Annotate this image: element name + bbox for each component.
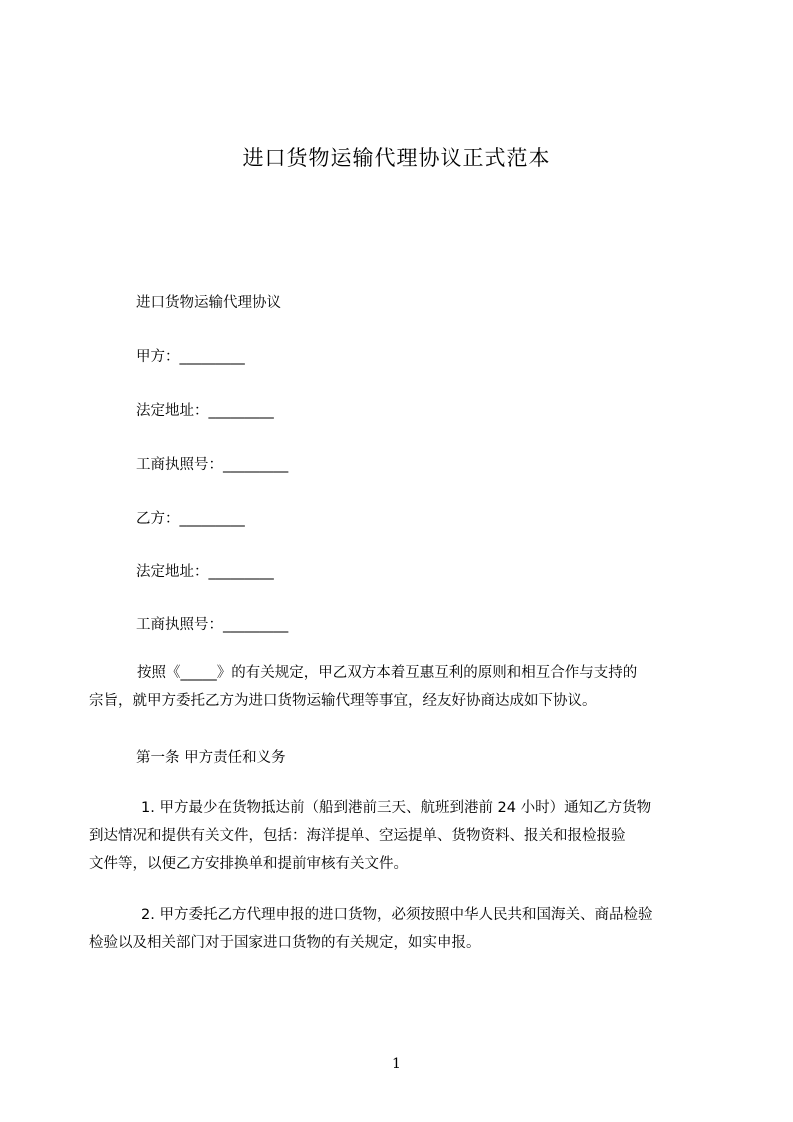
clause-line: 文件等，以便乙方安排换单和提前审核有关文件。: [89, 856, 408, 872]
party-a-address-field: 法定地址：_________: [136, 403, 274, 419]
clause-line: 1. 甲方最少在货物抵达前（船到港前三天、航班到港前 24 小时）通知乙方货物: [141, 800, 652, 816]
document-title: 进口货物运输代理协议正式范本: [242, 146, 551, 170]
preamble-line: 宗旨，就甲方委托乙方为进口货物运输代理等事宜，经友好协商达成如下协议。: [89, 693, 597, 709]
clause-line: 检验以及相关部门对于国家进口货物的有关规定，如实申报。: [89, 935, 481, 951]
clause-line: 2. 甲方委托乙方代理申报的进口货物，必须按照中华人民共和国海关、商品检验: [141, 907, 653, 923]
clause-2-paragraph: [89, 901, 719, 957]
party-a-name-field: 甲方：_________: [136, 349, 245, 365]
party-a-license-field: 工商执照号：_________: [136, 457, 289, 473]
article-1-heading: 第一条 甲方责任和义务: [136, 750, 286, 766]
clause-1-paragraph: [89, 794, 719, 878]
party-b-license-field: 工商执照号：_________: [136, 617, 289, 633]
page-number: 1: [392, 1056, 401, 1072]
clause-line: 到达情况和提供有关文件，包括：海洋提单、空运提单、货物资料、报关和报检报验: [89, 828, 626, 844]
preamble-line: 按照《_____》的有关规定，甲乙双方本着互惠互利的原则和相互合作与支持的: [137, 665, 638, 681]
party-b-name-field: 乙方：_________: [136, 511, 245, 527]
party-b-address-field: 法定地址：_________: [136, 564, 274, 580]
agreement-subtitle: 进口货物运输代理协议: [136, 295, 281, 311]
preamble-paragraph: [89, 659, 719, 715]
